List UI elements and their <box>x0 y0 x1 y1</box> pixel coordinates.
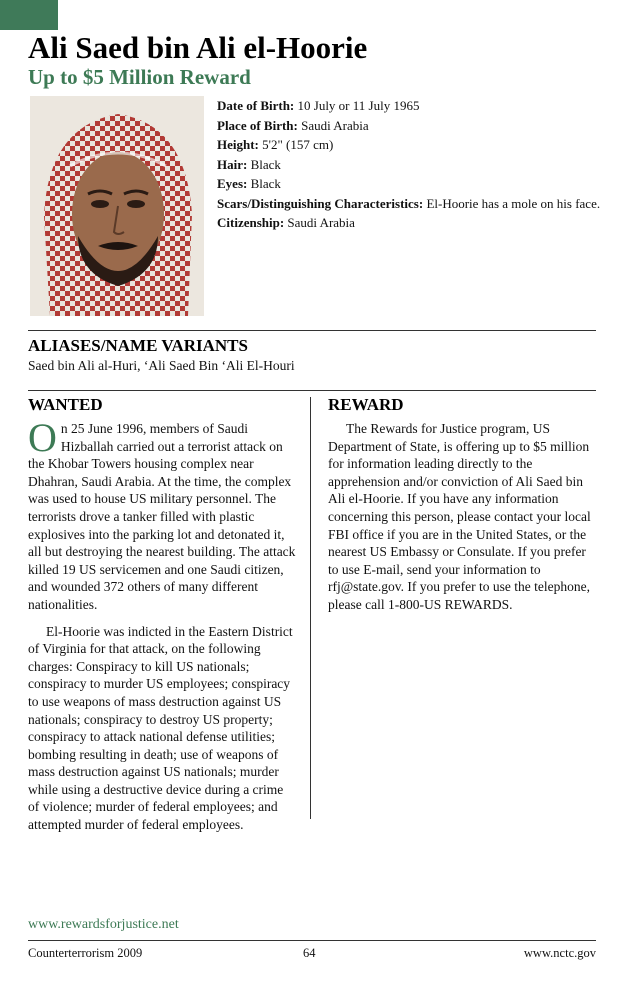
wanted-paragraph-1: On 25 June 1996, members of Saudi Hizballah carried out a terrorist attack on the Khobar Towers housing complex near Dhahran, Saudi Arabia. At the time, the complex was used to house US military personnel. The terrorists drove a tanker filled with plastic explosives into the parking lot and detonated it, all but destroying the nearest building. The attack killed 19 US servicemen and one Saudi citizen, and wounded 372 others of many different nationalities. <box>28 415 296 612</box>
drop-cap: O <box>28 415 57 460</box>
fact-row-hair: Hair: Black <box>217 156 281 172</box>
reward-paragraph: The Rewards for Justice program, US Department of State, is offering up to $5 million for information leading directly to the apprehension and/or conviction of Ali Saed bin Ali el-Hoorie. If you have any information concerning this person, please contact your local FBI office if you are in the United States, or the nearest US Embassy or Consulate. If you prefer to use E-mail, send your information to rfj@state.gov. If you prefer to use the telephone, please call 1-800-US REWARDS. <box>328 421 591 612</box>
fact-row-dob: Date of Birth: 10 July or 11 July 1965 <box>217 98 420 113</box>
reward-body <box>328 420 596 614</box>
fact-row-birthplace: Place of Birth: Saudi Arabia <box>217 117 369 133</box>
section-divider <box>28 330 596 331</box>
wanted-heading: WANTED <box>28 395 103 414</box>
footer-divider <box>28 940 596 941</box>
wanted-body <box>28 415 296 834</box>
footer-publication: Counterterrorism 2009 <box>28 946 143 960</box>
wanted-paragraph-2: El-Hoorie was indicted in the Eastern District of Virginia for that attack, on the following charges: Conspiracy to kill US nationals; conspiracy to murder US employees; conspiracy to use weapons of mass destruction against US nationals; conspiracy to destroy US property; conspiracy to attack national defense utilities; bombing resulting in death; use of weapons of mass destruction against US nationals; murder while using a destructive device during a crime of violence; murder of federal employees; and attempted murder of federal employees. <box>28 623 293 833</box>
suspect-photo <box>30 96 204 316</box>
footer-website: www.nctc.gov <box>523 946 596 960</box>
reward-subtitle: Up to $5 Million Reward <box>28 65 251 89</box>
page-number: 64 <box>303 946 316 960</box>
page-title: Ali Saed bin Ali el-Hoorie <box>28 30 368 65</box>
aliases-heading: ALIASES/NAME VARIANTS <box>28 336 248 355</box>
fact-row-height: Height: 5'2" (157 cm) <box>217 137 334 152</box>
aliases-text: Saed bin Ali al-Huri, ‘Ali Saed Bin ‘Ali El-Houri <box>28 358 295 373</box>
fact-row-scars: Scars/Distinguishing Characteristics: El-Hoorie has a mole on his face. <box>217 195 601 211</box>
profile-facts <box>217 96 607 233</box>
section-divider <box>28 390 596 391</box>
rewards-website-link[interactable]: www.rewardsforjustice.net <box>28 917 179 932</box>
fact-row-eyes: Eyes: Black <box>217 176 281 191</box>
fact-row-citizenship: Citizenship: Saudi Arabia <box>217 215 355 230</box>
column-divider <box>310 397 311 819</box>
reward-heading: REWARD <box>328 395 404 414</box>
corner-tab <box>0 0 58 30</box>
